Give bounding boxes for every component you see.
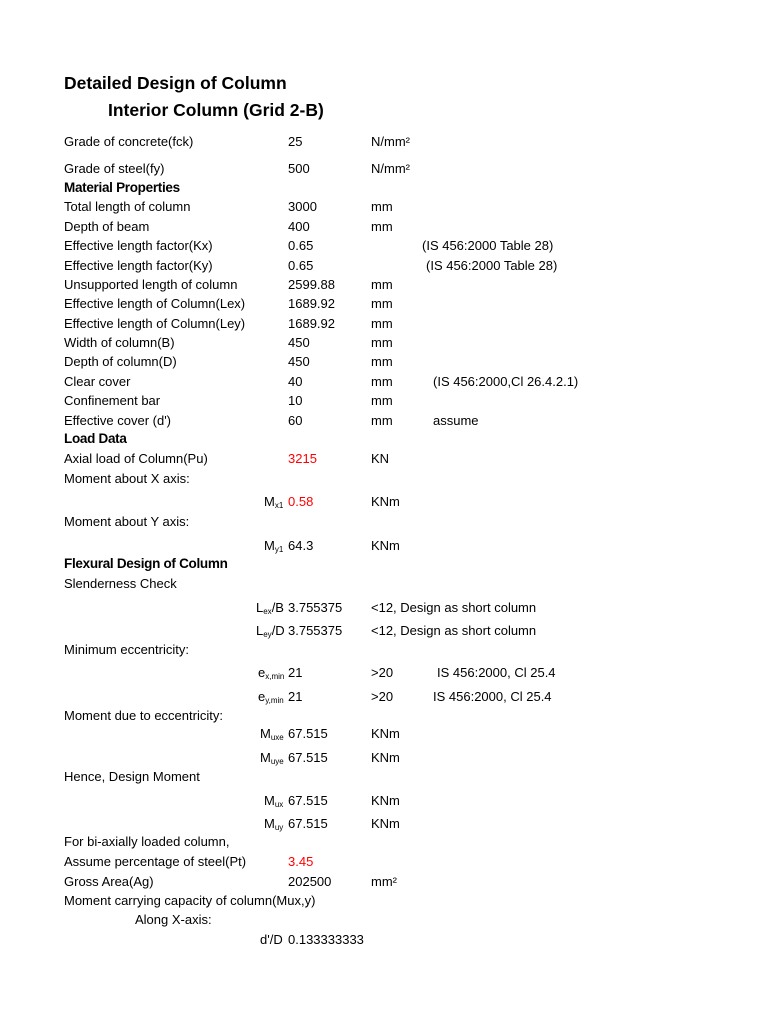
fy-label: Grade of steel(fy) [64, 161, 165, 176]
mx-heading: Moment about X axis: [64, 471, 190, 486]
ag-unit: mm² [371, 874, 397, 889]
lexb-value: 3.755375 [288, 600, 343, 615]
muye-value: 67.515 [288, 750, 328, 765]
confinement-unit: mm [371, 393, 393, 408]
kx-label: Effective length factor(Kx) [64, 238, 213, 253]
total-length-label: Total length of column [64, 199, 191, 214]
fy-unit: N/mm² [371, 161, 410, 176]
dD-value: 0.133333333 [288, 932, 364, 947]
muye-unit: KNm [371, 750, 400, 765]
mux-unit: KNm [371, 793, 400, 808]
page-title: Detailed Design of Column [64, 73, 287, 93]
muxe-symbol: $M_{uxe}$ [260, 726, 284, 742]
eymin-cmp: >20 [371, 689, 394, 704]
dD-symbol: d'/D [260, 932, 283, 947]
depth-beam-value: 400 [288, 219, 310, 234]
mux-value: 67.515 [288, 793, 328, 808]
min-ecc-heading: Minimum eccentricity: [64, 642, 189, 657]
muy-symbol: $M_{uy}$ [264, 816, 284, 832]
unsupported-value: 2599.88 [288, 277, 335, 292]
ag-label: Gross Area(Ag) [64, 874, 154, 889]
my1-symbol: $M_{y1}$ [264, 538, 284, 554]
clear-cover-note: (IS 456:2000,Cl 26.4.2.1) [433, 374, 579, 389]
clear-cover-label: Clear cover [64, 374, 131, 389]
exmin-note: IS 456:2000, Cl 25.4 [437, 665, 556, 680]
ley-unit: mm [371, 316, 393, 331]
eff-cover-label: Effective cover (d') [64, 413, 172, 428]
page-subtitle: Interior Column (Grid 2-B) [108, 100, 324, 120]
eff-cover-value: 60 [288, 413, 303, 428]
unsupported-label: Unsupported length of column [64, 277, 238, 292]
width-label: Width of column(B) [64, 335, 175, 350]
along-x-heading: Along X-axis: [135, 912, 212, 927]
muye-symbol: $M_{uye}$ [260, 750, 284, 766]
ley-value: 1689.92 [288, 316, 335, 331]
my1-unit: KNm [371, 538, 400, 553]
moment-ecc-heading: Moment due to eccentricity: [64, 708, 223, 723]
hence-heading: Hence, Design Moment [64, 769, 200, 784]
lex-label: Effective length of Column(Lex) [64, 296, 246, 311]
eymin-symbol: $e_{y,min}$ [258, 689, 284, 705]
muy-value: 67.515 [288, 816, 328, 831]
mx1-value: 0.58 [288, 494, 314, 509]
total-length-unit: mm [371, 199, 393, 214]
exmin-cmp: >20 [371, 665, 394, 680]
ag-value: 202500 [288, 874, 332, 889]
mx1-unit: KNm [371, 494, 400, 509]
ky-value: 0.65 [288, 258, 314, 273]
muy-unit: KNm [371, 816, 400, 831]
lex-unit: mm [371, 296, 393, 311]
clear-cover-unit: mm [371, 374, 393, 389]
total-length-value: 3000 [288, 199, 317, 214]
width-value: 450 [288, 335, 310, 350]
exmin-symbol: $e_{x,min}$ [258, 665, 285, 681]
depth-beam-unit: mm [371, 219, 393, 234]
eff-cover-unit: mm [371, 413, 393, 428]
fy-value: 500 [288, 161, 310, 176]
eff-cover-note: assume [433, 413, 479, 428]
exmin-value: 21 [288, 665, 303, 680]
material-heading: Material Properties [64, 180, 180, 195]
flexural-heading: Flexural Design of Column [64, 556, 228, 571]
pu-value: 3215 [288, 451, 317, 466]
fck-unit: N/mm² [371, 134, 410, 149]
lexb-note: <12, Design as short column [371, 600, 537, 615]
confinement-value: 10 [288, 393, 303, 408]
my1-value: 64.3 [288, 538, 314, 553]
ky-label: Effective length factor(Ky) [64, 258, 213, 273]
leyd-symbol: $L_{ey}/D$ [256, 623, 285, 639]
slenderness-heading: Slenderness Check [64, 576, 177, 591]
lex-value: 1689.92 [288, 296, 335, 311]
mux-symbol: $M_{ux}$ [264, 793, 284, 809]
load-heading: Load Data [64, 431, 127, 446]
leyd-value: 3.755375 [288, 623, 343, 638]
pt-label: Assume percentage of steel(Pt) [64, 854, 247, 869]
unsupported-unit: mm [371, 277, 393, 292]
my-heading: Moment about Y axis: [64, 514, 190, 529]
depth-beam-label: Depth of beam [64, 219, 150, 234]
mx1-symbol: $M_{x1}$ [264, 494, 284, 510]
width-unit: mm [371, 335, 393, 350]
leyd-note: <12, Design as short column [371, 623, 537, 638]
muxe-unit: KNm [371, 726, 400, 741]
eymin-note: IS 456:2000, Cl 25.4 [433, 689, 552, 704]
depth-unit: mm [371, 354, 393, 369]
kx-value: 0.65 [288, 238, 314, 253]
muxe-value: 67.515 [288, 726, 328, 741]
ky-note: (IS 456:2000 Table 28) [426, 258, 558, 273]
fck-label: Grade of concrete(fck) [64, 134, 194, 149]
eymin-value: 21 [288, 689, 303, 704]
depth-label: Depth of column(D) [64, 354, 177, 369]
kx-note: (IS 456:2000 Table 28) [422, 238, 554, 253]
clear-cover-value: 40 [288, 374, 303, 389]
lexb-symbol: $L_{ex}/B$ [256, 600, 284, 616]
fck-value: 25 [288, 134, 303, 149]
biaxial-heading: For bi-axially loaded column, [64, 834, 230, 849]
depth-value: 450 [288, 354, 310, 369]
pt-value: 3.45 [288, 854, 314, 869]
pu-label: Axial load of Column(Pu) [64, 451, 208, 466]
ley-label: Effective length of Column(Ley) [64, 316, 246, 331]
pu-unit: KN [371, 451, 390, 466]
capacity-heading: Moment carrying capacity of column(Mux,y) [64, 893, 316, 908]
confinement-label: Confinement bar [64, 393, 161, 408]
